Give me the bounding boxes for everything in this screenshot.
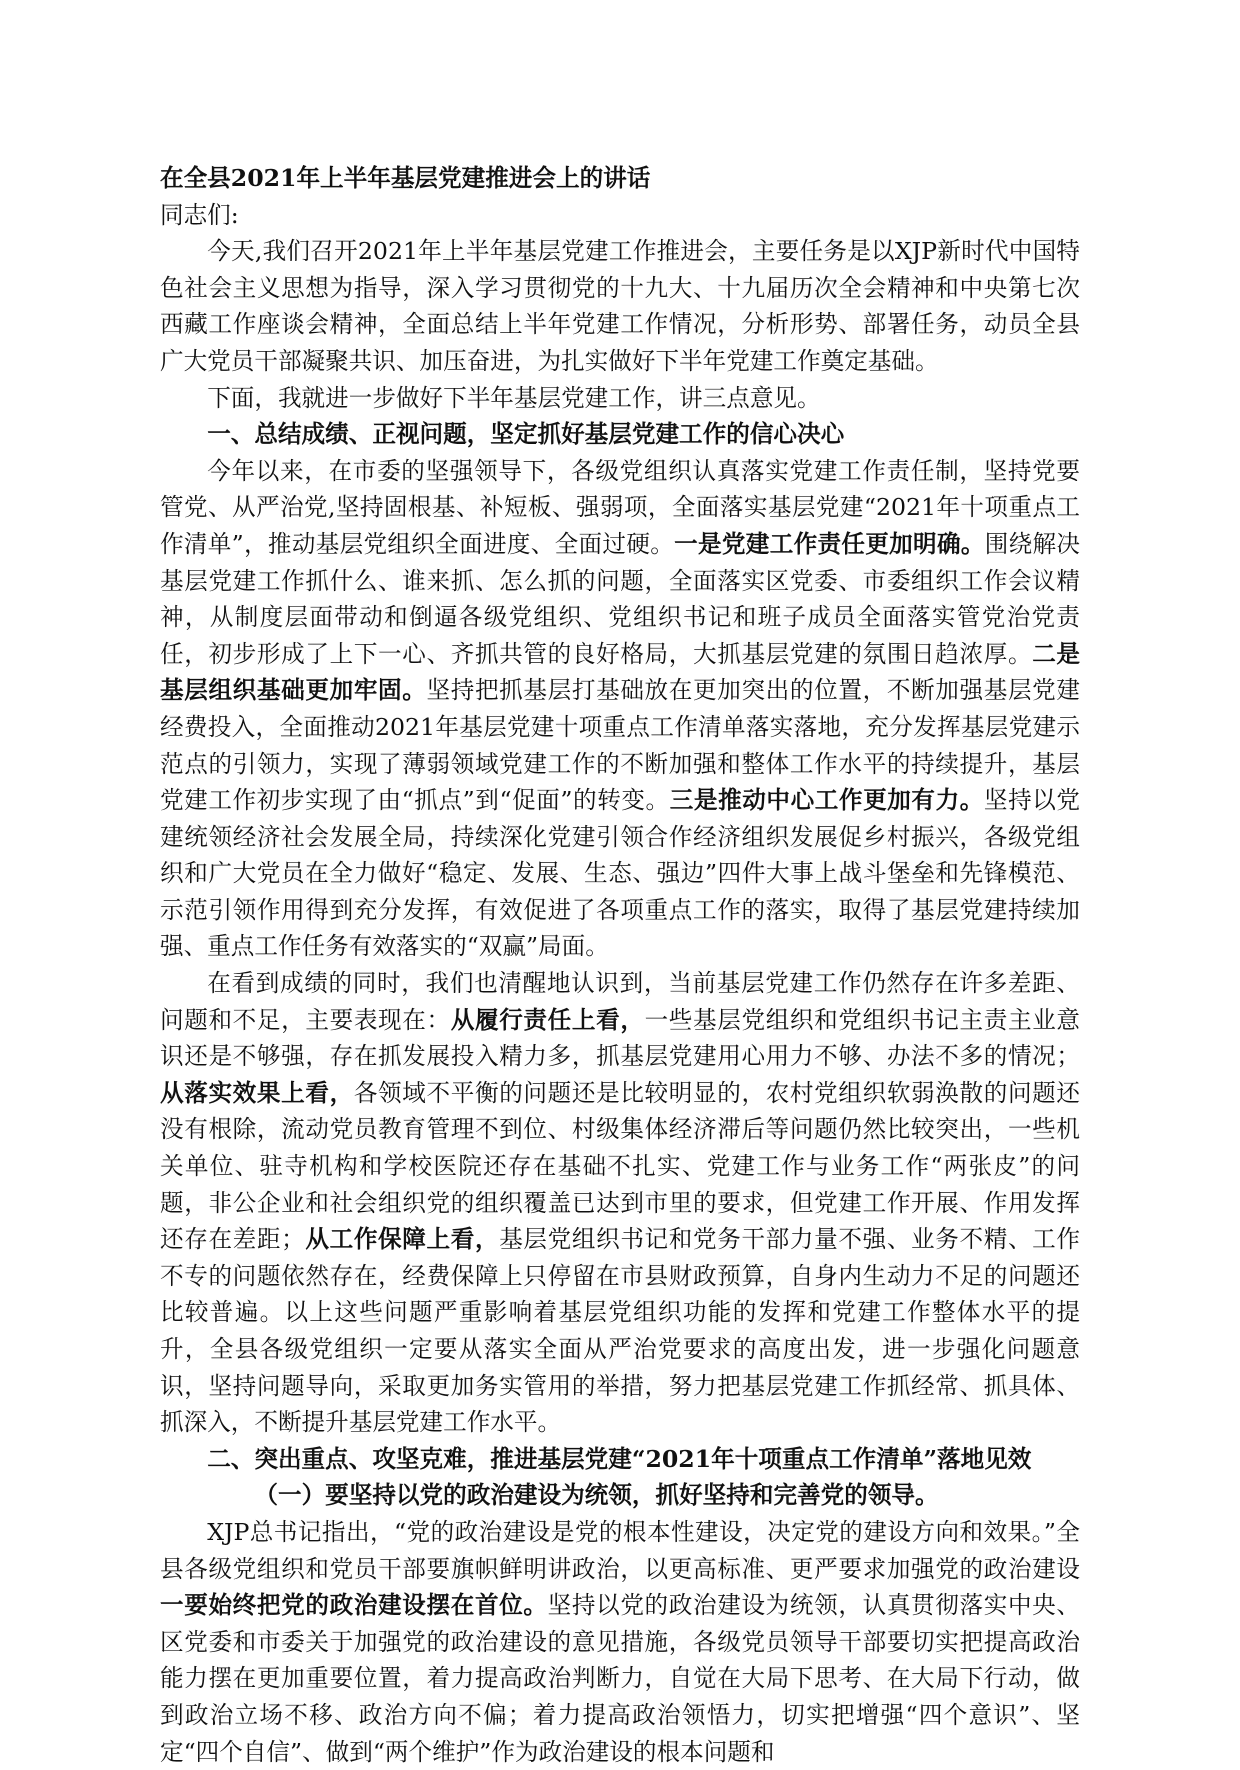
section-heading-2: 二、突出重点、攻坚克难，推进基层党建“2021年十项重点工作清单”落地见效 xyxy=(207,1444,1032,1473)
bold-point-first: 一要始终把党的政治建设摆在首位。 xyxy=(160,1591,548,1620)
bold-lead-3: 从工作保障上看， xyxy=(304,1225,500,1254)
document-page xyxy=(160,160,1080,1770)
subsection-heading-1: （一）要坚持以党的政治建设为统领，抓好坚持和完善党的领导。 xyxy=(254,1481,939,1510)
paragraph-outline: 下面，我就进一步做好下半年基层党建工作，讲三点意见。 xyxy=(207,383,821,412)
bold-point-3: 三是推动中心工作更加有力。 xyxy=(669,786,984,815)
text-run: 围绕解决基层党建工作抓什么、谁来抓、怎么抓的问题，全面落实区党委、市委组织工作会议精神，从制度层面带动和倒逼各级党组织、党组织书记和班子成员全面落实管党治党责任，初步形成了上下一心、齐抓共管的良好格局，大抓基层党建的氛围日趋浓厚。 xyxy=(160,529,1081,668)
text-run: 各领域不平衡的问题还是比较明显的，农村党组织软弱涣散的问题还没有根除，流动党员教育管理不到位、村级集体经济滞后等问题仍然比较突出，一些机关单位、驻寺机构和学校医院还存在基础不扎实、党建工作与业务工作“两张皮”的问题，非公企业和社会组织党的组织覆盖已达到市里的要求，但党建工作开展、作用发挥还存在差距； xyxy=(160,1078,1081,1254)
bold-lead-1: 从履行责任上看， xyxy=(450,1005,645,1034)
text-run: 在看到成绩的同时，我们也清醒地认识到，当前基层党建工作仍然存在许多差距、问题和不足，主要表现在： xyxy=(160,969,1080,1034)
text-run: 基层党组织书记和党务干部力量不强、业务不精、工作不专的问题依然存在，经费保障上只停留在市县财政预算，自身内生动力不足的问题还比较普遍。以上这些问题严重影响着基层党组织功能的发挥和党建工作整体水平的提升，全县各级党组织一定要从落实全面从严治党要求的高度出发，进一步强化问题意识，坚持问题导向，采取更加务实管用的举措，努力把基层党建工作抓经常、抓具体、抓深入，不断提升基层党建工作水平。 xyxy=(160,1225,1081,1437)
text-run: 坚持把抓基层打基础放在更加突出的位置，不断加强基层党建经费投入，全面推动2021年基层党建十项重点工作清单落实落地，充分发挥基层党建示范点的引领力，实现了薄弱领域党建工作的不断加强和整体工作水平的持续提升，基层党建工作初步实现了由“抓点”到“促面”的转变。 xyxy=(160,676,1080,815)
bold-lead-2: 从落实效果上看， xyxy=(160,1078,354,1107)
paragraph-problems xyxy=(160,965,1080,1441)
text-run: 坚持以党建统领经济社会发展全局，持续深化党建引领合作经济组织发展促乡村振兴，各级党组织和广大党员在全力做好“稳定、发展、生态、强边”四件大事上战斗堡垒和先锋模范、示范引领作用得到充分发挥，有效促进了各项重点工作的落实，取得了基层党建持续加强、重点工作任务有效落实的“双赢”局面。 xyxy=(160,786,1081,961)
text-run: 今年以来，在市委的坚强领导下，各级党组织认真落实党建工作责任制，坚持党要管党、从严治党,坚持固根基、补短板、强弱项，全面落实基层党建“2021年十项重点工作清单”，推动基层党组织全面进度、全面过硬。 xyxy=(160,456,1080,558)
bold-point-1: 一是党建工作责任更加明确。 xyxy=(674,529,985,558)
paragraph-political-building xyxy=(160,1514,1080,1770)
paragraph-intro: 今天,我们召开2021年上半年基层党建工作推进会，主要任务是以XJP新时代中国特色社会主义思想为指导，深入学习贯彻党的十九大、十九届历次全会精神和中央第七次西藏工作座谈会精神，全面总结上半年党建工作情况，分析形势、部署任务，动员全县广大党员干部凝聚共识、加压奋进，为扎实做好下半年党建工作奠定基础。 xyxy=(160,237,1080,375)
text-run: 坚持以党的政治建设为统领，认真贯彻落实中央、区党委和市委关于加强党的政治建设的意见措施，各级党员领导干部要切实把提高政治能力摆在更加重要位置，着力提高政治判断力，自觉在大局下思考、在大局下行动，做到政治立场不移、政治方向不偏；着力提高政治领悟力，切实把增强“四个意识”、坚定“四个自信”、做到“两个维护”作为政治建设的根本问题和 xyxy=(160,1591,1081,1766)
document-title: 在全县2021年上半年基层党建推进会上的讲话 xyxy=(160,164,651,192)
salutation: 同志们: xyxy=(160,200,239,229)
paragraph-achievements xyxy=(160,453,1080,965)
bold-point-2: 二是基层组织基础更加牢固。 xyxy=(160,639,1081,705)
text-run: XJP总书记指出，“党的政治建设是党的根本性建设，决定党的建设方向和效果。”全县各级党组织和党员干部要旗帜鲜明讲政治，以更高标准、更严要求加强党的政治建设 xyxy=(160,1517,1080,1583)
text-run: 一些基层党组织和党组织书记主责主业意识还是不够强，存在抓发展投入精力多，抓基层党建用心用力不够、办法不多的情况； xyxy=(160,1005,1081,1071)
section-heading-1: 一、总结成绩、正视问题，坚定抓好基层党建工作的信心决心 xyxy=(207,420,845,449)
